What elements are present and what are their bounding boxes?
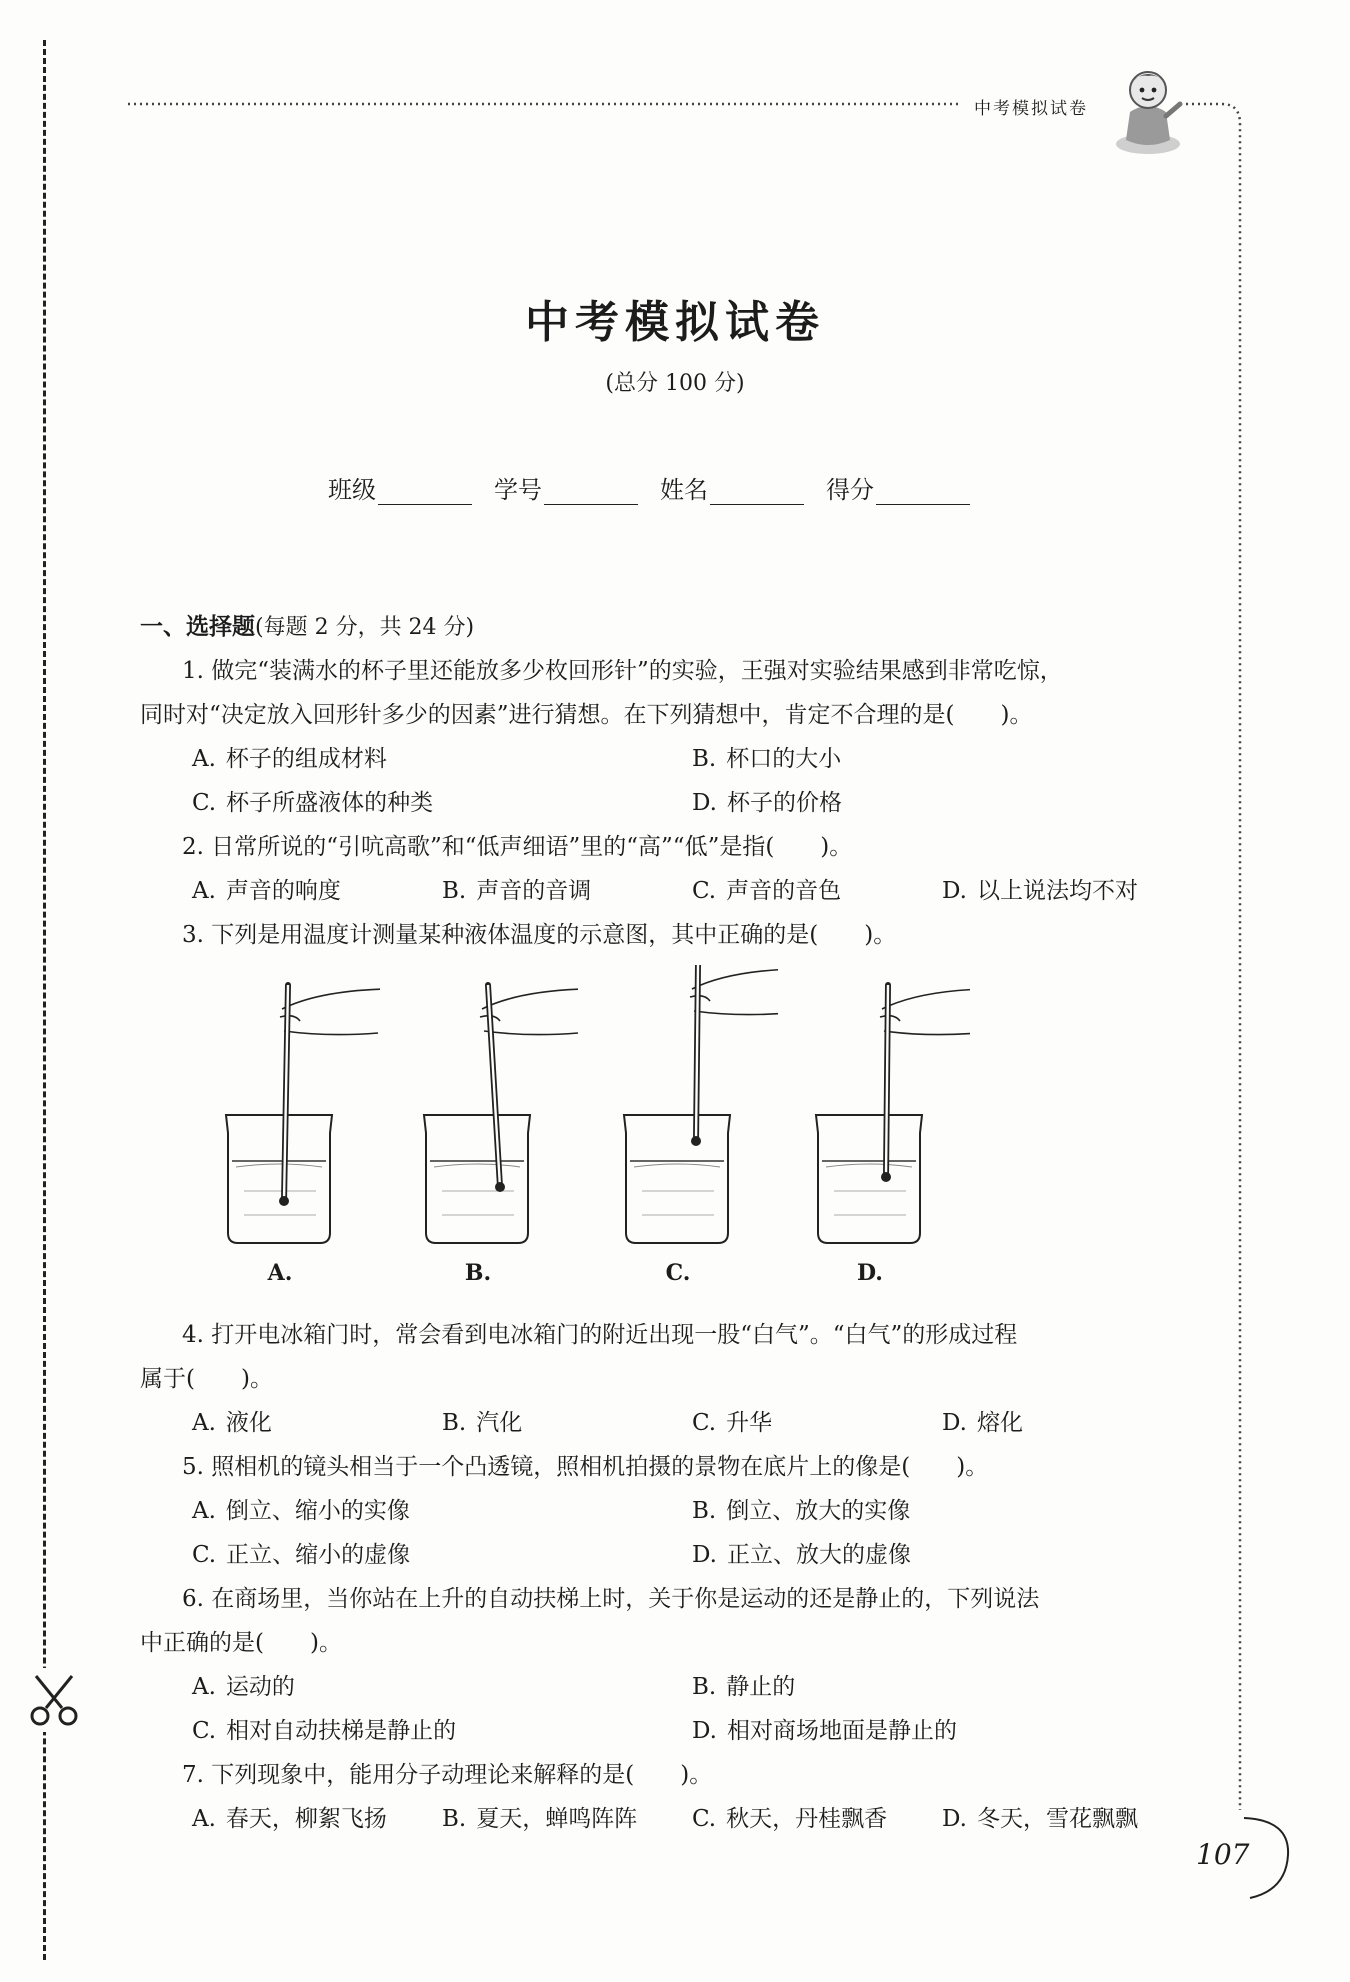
option-text: 夏天，蝉鸣阵阵 bbox=[476, 1806, 638, 1832]
answer-option bbox=[442, 869, 692, 913]
answer-option bbox=[942, 1797, 1192, 1841]
student-info-fields bbox=[328, 470, 970, 505]
option-key: C. bbox=[692, 878, 717, 904]
figure-label: A. bbox=[267, 1260, 293, 1286]
option-text: 声音的音调 bbox=[476, 878, 592, 904]
option-key: B. bbox=[692, 1498, 717, 1524]
option-text: 正立、放大的虚像 bbox=[726, 1542, 911, 1568]
beaker-thermometer-drawing bbox=[770, 965, 970, 1255]
option-text: 声音的音色 bbox=[726, 878, 842, 904]
question-stem-continued: 同时对“决定放入回形针多少的因素”进行猜想。在下列猜想中，肯定不合理的是( )。 bbox=[140, 702, 1033, 728]
question-stem: 5. 照相机的镜头相当于一个凸透镜，照相机拍摄的景物在底片上的像是( )。 bbox=[182, 1454, 989, 1480]
option-text: 春天，柳絮飞扬 bbox=[225, 1806, 387, 1832]
field-label: 姓名 bbox=[660, 476, 708, 504]
option-key: A. bbox=[192, 1674, 216, 1700]
option-key: A. bbox=[192, 1806, 216, 1832]
option-key: C. bbox=[692, 1410, 717, 1436]
option-list bbox=[140, 1665, 1196, 1753]
answer-option bbox=[942, 869, 1192, 913]
question-stem: 1. 做完“装满水的杯子里还能放多少枚回形针”的实验，王强对实验结果感到非常吃惊， bbox=[182, 658, 1063, 684]
figure-label: B. bbox=[464, 1260, 492, 1286]
question-stem: 7. 下列现象中，能用分子动理论来解释的是( )。 bbox=[182, 1762, 713, 1788]
question-stem-continued: 属于( )。 bbox=[140, 1366, 273, 1392]
option-key: C. bbox=[192, 1542, 217, 1568]
section-title: 一、选择题 bbox=[140, 614, 255, 640]
thermometer-beaker-figure bbox=[180, 965, 380, 1295]
field-label: 班级 bbox=[328, 476, 376, 504]
header-label: 中考模拟试卷 bbox=[968, 94, 1094, 119]
question-stem: 3. 下列是用温度计测量某种液体温度的示意图，其中正确的是( )。 bbox=[182, 922, 897, 948]
option-text: 倒立、缩小的实像 bbox=[225, 1498, 410, 1524]
option-text: 升华 bbox=[726, 1410, 773, 1436]
blank-line bbox=[378, 480, 472, 505]
student-id-field bbox=[494, 470, 638, 505]
question bbox=[140, 1577, 1196, 1753]
blank-line bbox=[544, 480, 638, 505]
option-text: 相对自动扶梯是静止的 bbox=[226, 1718, 457, 1744]
answer-option bbox=[192, 737, 692, 781]
answer-option bbox=[192, 1489, 692, 1533]
answer-option bbox=[192, 869, 442, 913]
option-key: B. bbox=[442, 1806, 467, 1832]
answer-option bbox=[692, 1665, 1192, 1709]
option-key: D. bbox=[942, 1410, 967, 1436]
figure-label: D. bbox=[857, 1260, 883, 1286]
option-key: D. bbox=[692, 1718, 717, 1744]
answer-option bbox=[192, 1797, 442, 1841]
option-key: D. bbox=[692, 790, 717, 816]
option-key: C. bbox=[192, 790, 217, 816]
beaker-thermometer-drawing bbox=[180, 965, 380, 1255]
total-score-note: (总分 100 分) bbox=[605, 371, 745, 396]
option-key: B. bbox=[442, 878, 467, 904]
answer-option bbox=[192, 1401, 442, 1445]
question bbox=[140, 649, 1196, 825]
option-key: A. bbox=[192, 1498, 216, 1524]
option-text: 杯口的大小 bbox=[726, 746, 842, 772]
option-key: D. bbox=[692, 1542, 717, 1568]
option-text: 秋天，丹桂飘香 bbox=[726, 1806, 888, 1832]
answer-option bbox=[442, 1797, 692, 1841]
answer-option bbox=[692, 1489, 1192, 1533]
question-stem: 2. 日常所说的“引吭高歌”和“低声细语”里的“高”“低”是指( )。 bbox=[182, 834, 853, 860]
question bbox=[140, 1445, 1196, 1577]
question-list bbox=[140, 649, 1196, 1841]
name-field bbox=[660, 470, 804, 505]
answer-option bbox=[692, 1401, 942, 1445]
answer-option bbox=[192, 1533, 692, 1577]
blank-line bbox=[710, 480, 804, 505]
question bbox=[140, 913, 1196, 1303]
answer-option bbox=[942, 1401, 1192, 1445]
mascot-icon bbox=[1108, 60, 1186, 156]
thermometer-beaker-figure bbox=[378, 965, 578, 1295]
option-key: B. bbox=[442, 1410, 467, 1436]
section-note: (每题 2 分，共 24 分) bbox=[255, 615, 475, 640]
field-label: 得分 bbox=[826, 476, 874, 504]
option-text: 汽化 bbox=[476, 1410, 523, 1436]
thermometer-figures bbox=[140, 965, 1196, 1303]
option-list bbox=[140, 1401, 1196, 1445]
answer-option bbox=[692, 1533, 1192, 1577]
answer-option bbox=[192, 1709, 692, 1753]
answer-option bbox=[692, 1709, 1192, 1753]
option-text: 运动的 bbox=[225, 1674, 295, 1700]
option-text: 相对商场地面是静止的 bbox=[726, 1718, 957, 1744]
option-key: C. bbox=[192, 1718, 217, 1744]
blank-line bbox=[876, 480, 970, 505]
option-list bbox=[140, 1797, 1196, 1841]
option-key: C. bbox=[692, 1806, 717, 1832]
field-label: 学号 bbox=[494, 476, 542, 504]
option-text: 熔化 bbox=[976, 1410, 1023, 1436]
answer-option bbox=[192, 781, 692, 825]
question bbox=[140, 1313, 1196, 1445]
option-key: D. bbox=[942, 878, 967, 904]
question-stem-continued: 中正确的是( )。 bbox=[140, 1630, 342, 1656]
option-text: 静止的 bbox=[726, 1674, 796, 1700]
option-text: 杯子所盛液体的种类 bbox=[226, 790, 434, 816]
option-text: 正立、缩小的虚像 bbox=[226, 1542, 411, 1568]
answer-option bbox=[692, 869, 942, 913]
option-text: 杯子的组成材料 bbox=[225, 746, 387, 772]
option-key: D. bbox=[942, 1806, 967, 1832]
answer-option bbox=[692, 737, 1192, 781]
option-text: 杯子的价格 bbox=[726, 790, 842, 816]
answer-option bbox=[692, 781, 1192, 825]
class-field bbox=[328, 470, 472, 505]
option-text: 以上说法均不对 bbox=[976, 878, 1138, 904]
thermometer-beaker-figure bbox=[770, 965, 970, 1295]
answer-option bbox=[692, 1797, 942, 1841]
question bbox=[140, 825, 1196, 913]
question-section bbox=[140, 608, 1196, 1841]
question bbox=[140, 1753, 1196, 1841]
option-key: B. bbox=[692, 746, 717, 772]
option-key: A. bbox=[192, 878, 216, 904]
scissors-icon bbox=[22, 1668, 86, 1732]
option-list bbox=[140, 737, 1196, 825]
beaker-thermometer-drawing bbox=[578, 965, 778, 1255]
page-number: 107 bbox=[1196, 1838, 1250, 1871]
page-title: 中考模拟试卷 bbox=[525, 297, 825, 348]
option-list bbox=[140, 869, 1196, 913]
option-key: B. bbox=[692, 1674, 717, 1700]
option-text: 液化 bbox=[225, 1410, 272, 1436]
answer-option bbox=[192, 1665, 692, 1709]
option-text: 倒立、放大的实像 bbox=[726, 1498, 911, 1524]
question-stem: 4. 打开电冰箱门时，常会看到电冰箱门的附近出现一股“白气”。“白气”的形成过程 bbox=[182, 1322, 1018, 1348]
option-list bbox=[140, 1489, 1196, 1577]
figure-label: C. bbox=[665, 1260, 691, 1286]
section-heading bbox=[140, 608, 1196, 641]
answer-option bbox=[442, 1401, 692, 1445]
question-stem: 6. 在商场里，当你站在上升的自动扶梯上时，关于你是运动的还是静止的，下列说法 bbox=[182, 1586, 1040, 1612]
option-text: 冬天，雪花飘飘 bbox=[976, 1806, 1138, 1832]
option-key: A. bbox=[192, 1410, 216, 1436]
option-key: A. bbox=[192, 746, 216, 772]
score-field bbox=[826, 470, 970, 505]
beaker-thermometer-drawing bbox=[378, 965, 578, 1255]
thermometer-beaker-figure bbox=[578, 965, 778, 1295]
option-text: 声音的响度 bbox=[225, 878, 341, 904]
